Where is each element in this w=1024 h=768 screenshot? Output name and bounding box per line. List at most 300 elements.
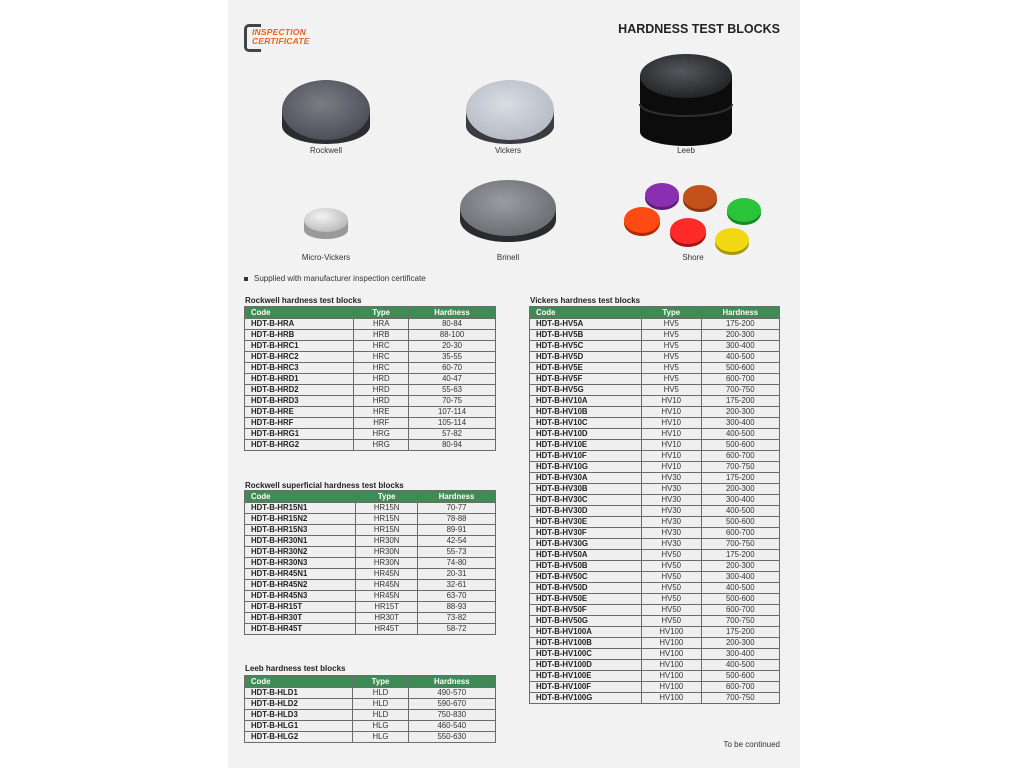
hardness-cell: 74-80 <box>418 558 496 569</box>
hardness-cell: 88-93 <box>418 602 496 613</box>
hardness-cell: 63-70 <box>418 591 496 602</box>
hardness-cell: 78-88 <box>418 514 496 525</box>
vickers-table <box>529 306 780 704</box>
table-row <box>245 688 496 699</box>
code-cell: HDT-B-HV100G <box>530 693 642 704</box>
type-cell: HRD <box>354 396 409 407</box>
type-cell: HLD <box>353 699 408 710</box>
column-header-hardness: Hardness <box>418 491 496 503</box>
code-cell: HDT-B-HRA <box>245 319 354 330</box>
table-row <box>245 363 496 374</box>
code-cell: HDT-B-HR30N1 <box>245 536 356 547</box>
hardness-cell: 89-91 <box>418 525 496 536</box>
hardness-cell: 400-500 <box>701 506 779 517</box>
table-row <box>530 352 780 363</box>
type-cell: HV30 <box>642 473 702 484</box>
type-cell: HRD <box>354 374 409 385</box>
table-row <box>530 385 780 396</box>
code-cell: HDT-B-HV10E <box>530 440 642 451</box>
hardness-cell: 600-700 <box>701 528 779 539</box>
code-cell: HDT-B-HLD1 <box>245 688 353 699</box>
code-cell: HDT-B-HV5E <box>530 363 642 374</box>
table-header-row <box>245 307 496 319</box>
type-cell: HV10 <box>642 440 702 451</box>
column-header-type: Type <box>354 307 409 319</box>
rockwell-table <box>244 306 496 451</box>
code-cell: HDT-B-HV100D <box>530 660 642 671</box>
table-row <box>530 407 780 418</box>
code-cell: HDT-B-HV50F <box>530 605 642 616</box>
type-cell: HV30 <box>642 539 702 550</box>
code-cell: HDT-B-HR30T <box>245 613 356 624</box>
type-cell: HV100 <box>642 682 702 693</box>
table-row <box>530 440 780 451</box>
code-cell: HDT-B-HV5C <box>530 341 642 352</box>
type-cell: HV10 <box>642 429 702 440</box>
table-row <box>530 517 780 528</box>
hardness-cell: 500-600 <box>701 517 779 528</box>
table-row <box>530 330 780 341</box>
vickers-table-title: Vickers hardness test blocks <box>530 296 641 305</box>
table-row <box>245 440 496 451</box>
code-cell: HDT-B-HV50G <box>530 616 642 627</box>
code-cell: HDT-B-HV50E <box>530 594 642 605</box>
code-cell: HDT-B-HV30D <box>530 506 642 517</box>
hardness-cell: 107-114 <box>409 407 496 418</box>
type-cell: HRG <box>354 429 409 440</box>
type-cell: HV50 <box>642 561 702 572</box>
column-header-type: Type <box>356 491 418 503</box>
table-row <box>245 710 496 721</box>
hardness-cell: 550-630 <box>408 732 495 743</box>
table-row <box>530 495 780 506</box>
hardness-cell: 55-73 <box>418 547 496 558</box>
type-cell: HR15N <box>356 514 418 525</box>
hardness-cell: 88-100 <box>409 330 496 341</box>
table-row <box>530 693 780 704</box>
type-cell: HRC <box>354 341 409 352</box>
table-row <box>245 341 496 352</box>
code-cell: HDT-B-HV10C <box>530 418 642 429</box>
code-cell: HDT-B-HV30F <box>530 528 642 539</box>
table-header-row <box>245 676 496 688</box>
type-cell: HR15T <box>356 602 418 613</box>
type-cell: HV5 <box>642 330 702 341</box>
shore-disc <box>715 228 749 255</box>
table-row <box>245 602 496 613</box>
code-cell: HDT-B-HR15N2 <box>245 514 356 525</box>
hardness-cell: 200-300 <box>701 330 779 341</box>
hardness-cell: 700-750 <box>701 539 779 550</box>
hardness-cell: 55-63 <box>409 385 496 396</box>
code-cell: HDT-B-HR15N3 <box>245 525 356 536</box>
code-cell: HDT-B-HV30G <box>530 539 642 550</box>
logo-text-line1: INSPECTION <box>252 27 306 37</box>
micro-vickers-block-icon <box>300 204 352 249</box>
hardness-cell: 700-750 <box>701 616 779 627</box>
code-cell: HDT-B-HV50D <box>530 583 642 594</box>
type-cell: HV10 <box>642 462 702 473</box>
code-cell: HDT-B-HRG2 <box>245 440 354 451</box>
column-header-code: Code <box>245 307 354 319</box>
code-cell: HDT-B-HLG2 <box>245 732 353 743</box>
hardness-cell: 300-400 <box>701 418 779 429</box>
brinell-block-icon <box>456 178 560 253</box>
table-row <box>530 594 780 605</box>
table-row <box>245 699 496 710</box>
code-cell: HDT-B-HV100B <box>530 638 642 649</box>
code-cell: HDT-B-HV10F <box>530 451 642 462</box>
type-cell: HV5 <box>642 319 702 330</box>
table-row <box>530 616 780 627</box>
table-row <box>245 503 496 514</box>
code-cell: HDT-B-HRG1 <box>245 429 354 440</box>
code-cell: HDT-B-HV50C <box>530 572 642 583</box>
table-row <box>530 506 780 517</box>
table-row <box>245 536 496 547</box>
code-cell: HDT-B-HR45T <box>245 624 356 635</box>
code-cell: HDT-B-HRC1 <box>245 341 354 352</box>
column-header-code: Code <box>530 307 642 319</box>
table-row <box>245 569 496 580</box>
hardness-cell: 600-700 <box>701 374 779 385</box>
table-row <box>245 721 496 732</box>
table-row <box>245 418 496 429</box>
code-cell: HDT-B-HV5G <box>530 385 642 396</box>
table-header-row <box>530 307 780 319</box>
code-cell: HDT-B-HV5B <box>530 330 642 341</box>
type-cell: HR30T <box>356 613 418 624</box>
table-row <box>245 613 496 624</box>
table-row <box>530 627 780 638</box>
shore-disc <box>624 207 660 236</box>
table-row <box>245 558 496 569</box>
table-row <box>530 462 780 473</box>
type-cell: HR45T <box>356 624 418 635</box>
type-cell: HRA <box>354 319 409 330</box>
code-cell: HDT-B-HRD1 <box>245 374 354 385</box>
table-row <box>245 732 496 743</box>
hardness-cell: 700-750 <box>701 385 779 396</box>
table-row <box>245 407 496 418</box>
table-row <box>530 528 780 539</box>
table-row <box>245 514 496 525</box>
type-cell: HRB <box>354 330 409 341</box>
type-cell: HV100 <box>642 660 702 671</box>
type-cell: HLD <box>353 688 408 699</box>
code-cell: HDT-B-HV5F <box>530 374 642 385</box>
shore-blocks-icon <box>620 176 770 265</box>
column-header-hardness: Hardness <box>701 307 779 319</box>
superficial-table <box>244 490 496 635</box>
hardness-cell: 400-500 <box>701 429 779 440</box>
code-cell: HDT-B-HRD3 <box>245 396 354 407</box>
column-header-hardness: Hardness <box>408 676 495 688</box>
type-cell: HR45N <box>356 569 418 580</box>
hardness-cell: 175-200 <box>701 396 779 407</box>
type-cell: HR30N <box>356 536 418 547</box>
code-cell: HDT-B-HV30E <box>530 517 642 528</box>
table-row <box>530 660 780 671</box>
type-cell: HR30N <box>356 547 418 558</box>
code-cell: HDT-B-HR45N1 <box>245 569 356 580</box>
code-cell: HDT-B-HV10B <box>530 407 642 418</box>
shore-disc <box>645 183 679 210</box>
product-caption: Vickers <box>494 146 522 155</box>
code-cell: HDT-B-HR30N2 <box>245 547 356 558</box>
code-cell: HDT-B-HV30A <box>530 473 642 484</box>
hardness-cell: 175-200 <box>701 473 779 484</box>
type-cell: HLG <box>353 732 408 743</box>
hardness-cell: 20-31 <box>418 569 496 580</box>
table-row <box>530 429 780 440</box>
certificate-note <box>244 274 426 283</box>
type-cell: HV30 <box>642 495 702 506</box>
hardness-cell: 35-55 <box>409 352 496 363</box>
type-cell: HV30 <box>642 517 702 528</box>
code-cell: HDT-B-HV100F <box>530 682 642 693</box>
hardness-cell: 300-400 <box>701 495 779 506</box>
type-cell: HR45N <box>356 580 418 591</box>
leeb-table-title: Leeb hardness test blocks <box>245 664 346 673</box>
type-cell: HV50 <box>642 572 702 583</box>
hardness-cell: 70-77 <box>418 503 496 514</box>
table-row <box>245 330 496 341</box>
type-cell: HV5 <box>642 341 702 352</box>
table-row <box>530 605 780 616</box>
hardness-cell: 42-54 <box>418 536 496 547</box>
shore-disc <box>683 185 717 212</box>
type-cell: HV50 <box>642 550 702 561</box>
leeb-block-icon <box>636 50 736 151</box>
hardness-cell: 400-500 <box>701 660 779 671</box>
superficial-table-title: Rockwell superficial hardness test blocks <box>245 481 404 490</box>
code-cell: HDT-B-HV5D <box>530 352 642 363</box>
bullet-icon <box>244 277 248 281</box>
type-cell: HV10 <box>642 418 702 429</box>
hardness-cell: 105-114 <box>409 418 496 429</box>
hardness-cell: 200-300 <box>701 407 779 418</box>
hardness-cell: 57-82 <box>409 429 496 440</box>
type-cell: HV10 <box>642 396 702 407</box>
type-cell: HLD <box>353 710 408 721</box>
product-caption: Leeb <box>677 146 695 155</box>
hardness-cell: 58-72 <box>418 624 496 635</box>
type-cell: HV30 <box>642 528 702 539</box>
hardness-cell: 200-300 <box>701 561 779 572</box>
type-cell: HV100 <box>642 671 702 682</box>
type-cell: HRC <box>354 363 409 374</box>
type-cell: HR30N <box>356 558 418 569</box>
hardness-cell: 60-70 <box>409 363 496 374</box>
hardness-cell: 32-61 <box>418 580 496 591</box>
code-cell: HDT-B-HLG1 <box>245 721 353 732</box>
column-header-code: Code <box>245 491 356 503</box>
hardness-cell: 500-600 <box>701 594 779 605</box>
code-cell: HDT-B-HV10G <box>530 462 642 473</box>
code-cell: HDT-B-HV5A <box>530 319 642 330</box>
table-row <box>245 374 496 385</box>
table-row <box>245 352 496 363</box>
table-row <box>530 638 780 649</box>
table-row <box>530 649 780 660</box>
column-header-type: Type <box>353 676 408 688</box>
type-cell: HV30 <box>642 506 702 517</box>
table-row <box>530 550 780 561</box>
type-cell: HR15N <box>356 525 418 536</box>
logo-text-line2: CERTIFICATE <box>252 35 310 46</box>
table-row <box>530 484 780 495</box>
type-cell: HV10 <box>642 451 702 462</box>
table-row <box>530 451 780 462</box>
hardness-cell: 20-30 <box>409 341 496 352</box>
hardness-cell: 400-500 <box>701 583 779 594</box>
table-row <box>530 572 780 583</box>
type-cell: HR15N <box>356 503 418 514</box>
type-cell: HRF <box>354 418 409 429</box>
hardness-cell: 460-540 <box>408 721 495 732</box>
code-cell: HDT-B-HV10D <box>530 429 642 440</box>
hardness-cell: 80-84 <box>409 319 496 330</box>
hardness-cell: 590-670 <box>408 699 495 710</box>
hardness-cell: 73-82 <box>418 613 496 624</box>
hardness-cell: 200-300 <box>701 638 779 649</box>
hardness-cell: 700-750 <box>701 693 779 704</box>
hardness-cell: 600-700 <box>701 682 779 693</box>
type-cell: HV5 <box>642 352 702 363</box>
code-cell: HDT-B-HR15T <box>245 602 356 613</box>
code-cell: HDT-B-HRC3 <box>245 363 354 374</box>
type-cell: HRG <box>354 440 409 451</box>
type-cell: HV100 <box>642 649 702 660</box>
table-row <box>530 473 780 484</box>
hardness-cell: 600-700 <box>701 451 779 462</box>
table-row <box>530 341 780 352</box>
hardness-cell: 750-830 <box>408 710 495 721</box>
code-cell: HDT-B-HR45N2 <box>245 580 356 591</box>
code-cell: HDT-B-HRD2 <box>245 385 354 396</box>
page-title: HARDNESS TEST BLOCKS <box>618 22 780 36</box>
type-cell: HR45N <box>356 591 418 602</box>
type-cell: HV5 <box>642 363 702 374</box>
table-row <box>530 363 780 374</box>
hardness-cell: 500-600 <box>701 440 779 451</box>
type-cell: HV10 <box>642 407 702 418</box>
table-row <box>245 547 496 558</box>
code-cell: HDT-B-HR15N1 <box>245 503 356 514</box>
table-row <box>530 583 780 594</box>
product-caption: Shore <box>682 253 704 262</box>
hardness-cell: 175-200 <box>701 550 779 561</box>
type-cell: HV100 <box>642 693 702 704</box>
code-cell: HDT-B-HLD3 <box>245 710 353 721</box>
hardness-cell: 400-500 <box>701 352 779 363</box>
hardness-cell: 500-600 <box>701 363 779 374</box>
code-cell: HDT-B-HRB <box>245 330 354 341</box>
code-cell: HDT-B-HV100A <box>530 627 642 638</box>
hardness-cell: 300-400 <box>701 572 779 583</box>
table-row <box>245 319 496 330</box>
hardness-cell: 600-700 <box>701 605 779 616</box>
code-cell: HDT-B-HLD2 <box>245 699 353 710</box>
type-cell: HV50 <box>642 594 702 605</box>
code-cell: HDT-B-HRF <box>245 418 354 429</box>
table-row <box>245 624 496 635</box>
hardness-cell: 700-750 <box>701 462 779 473</box>
product-caption: Micro-Vickers <box>301 253 351 262</box>
type-cell: HV100 <box>642 638 702 649</box>
shore-disc <box>670 218 706 247</box>
inspection-certificate-logo <box>244 24 324 50</box>
continued-note: To be continued <box>723 740 780 749</box>
product-caption: Rockwell <box>309 146 342 155</box>
hardness-cell: 40-47 <box>409 374 496 385</box>
type-cell: HRE <box>354 407 409 418</box>
code-cell: HDT-B-HV30C <box>530 495 642 506</box>
product-caption: Brinell <box>496 253 520 262</box>
hardness-cell: 70-75 <box>409 396 496 407</box>
code-cell: HDT-B-HV100E <box>530 671 642 682</box>
type-cell: HV50 <box>642 605 702 616</box>
code-cell: HDT-B-HRE <box>245 407 354 418</box>
column-header-type: Type <box>642 307 702 319</box>
code-cell: HDT-B-HR45N3 <box>245 591 356 602</box>
code-cell: HDT-B-HV50A <box>530 550 642 561</box>
type-cell: HV100 <box>642 627 702 638</box>
table-row <box>245 396 496 407</box>
leeb-table <box>244 675 496 743</box>
hardness-cell: 300-400 <box>701 649 779 660</box>
type-cell: HV30 <box>642 484 702 495</box>
hardness-cell: 500-600 <box>701 671 779 682</box>
hardness-cell: 490-570 <box>408 688 495 699</box>
hardness-cell: 175-200 <box>701 627 779 638</box>
shore-disc <box>727 198 761 225</box>
rockwell-block-icon <box>276 76 376 151</box>
table-row <box>245 385 496 396</box>
table-row <box>530 539 780 550</box>
code-cell: HDT-B-HV30B <box>530 484 642 495</box>
table-row <box>530 374 780 385</box>
table-row <box>245 429 496 440</box>
code-cell: HDT-B-HV50B <box>530 561 642 572</box>
table-row <box>530 671 780 682</box>
table-row <box>530 561 780 572</box>
type-cell: HV5 <box>642 374 702 385</box>
table-row <box>530 396 780 407</box>
type-cell: HV5 <box>642 385 702 396</box>
table-row <box>530 682 780 693</box>
hardness-cell: 200-300 <box>701 484 779 495</box>
column-header-code: Code <box>245 676 353 688</box>
type-cell: HV50 <box>642 616 702 627</box>
certificate-note-text: Supplied with manufacturer inspection certificate <box>254 274 426 283</box>
table-row <box>530 319 780 330</box>
code-cell: HDT-B-HRC2 <box>245 352 354 363</box>
code-cell: HDT-B-HV100C <box>530 649 642 660</box>
type-cell: HLG <box>353 721 408 732</box>
vickers-block-icon <box>460 76 560 151</box>
hardness-cell: 80-94 <box>409 440 496 451</box>
table-row <box>245 525 496 536</box>
type-cell: HV50 <box>642 583 702 594</box>
hardness-cell: 300-400 <box>701 341 779 352</box>
code-cell: HDT-B-HR30N3 <box>245 558 356 569</box>
type-cell: HRD <box>354 385 409 396</box>
table-row <box>245 591 496 602</box>
hardness-cell: 175-200 <box>701 319 779 330</box>
column-header-hardness: Hardness <box>409 307 496 319</box>
